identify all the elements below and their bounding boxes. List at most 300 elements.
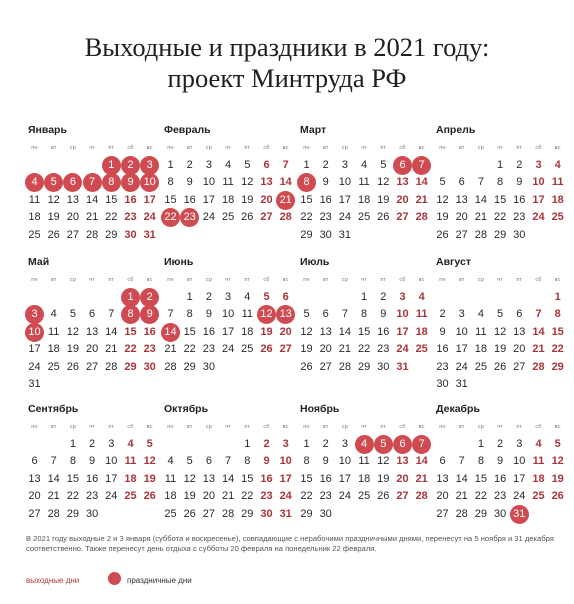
weekday-label: ср xyxy=(69,145,76,151)
month-name: Июль xyxy=(300,256,330,268)
day: 2 xyxy=(516,159,523,171)
day: 16 xyxy=(436,343,449,356)
weekend-day: 24 xyxy=(279,490,292,503)
weekend-day: 21 xyxy=(415,193,428,206)
day: 19 xyxy=(436,211,449,224)
day: 11 xyxy=(358,455,370,468)
day: 9 xyxy=(497,455,504,468)
holiday-day: 6 xyxy=(64,174,81,191)
day: 22 xyxy=(493,211,507,224)
day: 2 xyxy=(497,438,504,450)
weekday-label: ср xyxy=(341,145,348,151)
day: 22 xyxy=(474,490,488,503)
weekend-day: 23 xyxy=(260,490,273,503)
day: 8 xyxy=(167,176,174,189)
weekday-label: вс xyxy=(146,145,153,151)
day: 2 xyxy=(380,291,387,303)
weekday-label: пт xyxy=(244,277,251,283)
holiday-day: 6 xyxy=(394,436,411,453)
weekend-day: 3 xyxy=(282,438,289,450)
day: 6 xyxy=(458,176,465,189)
day: 8 xyxy=(361,308,368,321)
day: 1 xyxy=(361,291,368,303)
weekend-day: 4 xyxy=(127,438,134,450)
day: 2 xyxy=(205,291,212,303)
weekday-label: чт xyxy=(89,424,95,430)
day: 31 xyxy=(28,378,41,390)
day: 7 xyxy=(108,308,115,321)
day: 25 xyxy=(241,343,254,356)
weekend-day: 25 xyxy=(532,490,545,503)
weekday-label: пн xyxy=(167,145,174,151)
day: 19 xyxy=(241,193,254,206)
day: 25 xyxy=(47,360,60,373)
month-6 xyxy=(162,256,292,386)
weekday-label: ср xyxy=(477,145,484,151)
day: 19 xyxy=(47,211,60,224)
day: 19 xyxy=(377,472,390,485)
day: 27 xyxy=(455,228,468,241)
holiday-day: 8 xyxy=(298,174,315,191)
weekend-day: 31 xyxy=(396,360,409,373)
day: 11 xyxy=(28,193,41,206)
weekend-day: 5 xyxy=(146,438,153,450)
day: 17 xyxy=(513,472,526,485)
weekend-day: 25 xyxy=(124,490,137,503)
month-12 xyxy=(434,403,564,533)
month-3 xyxy=(298,124,428,254)
day: 10 xyxy=(513,455,526,468)
day: 16 xyxy=(319,193,332,206)
holiday-day: 3 xyxy=(141,157,158,174)
day: 22 xyxy=(183,343,196,356)
day: 29 xyxy=(474,507,488,520)
day: 14 xyxy=(85,193,99,206)
day: 13 xyxy=(28,472,41,485)
weekday-label: сб xyxy=(399,424,406,430)
day: 25 xyxy=(221,211,235,224)
day: 13 xyxy=(436,472,449,485)
day: 14 xyxy=(105,325,118,338)
day: 13 xyxy=(66,193,80,206)
day: 17 xyxy=(221,325,235,338)
weekend-day: 30 xyxy=(143,360,156,373)
weekend-day: 11 xyxy=(532,455,545,468)
day: 26 xyxy=(183,507,196,520)
day: 30 xyxy=(319,228,332,241)
month-name: Август xyxy=(436,256,471,268)
day: 3 xyxy=(108,438,115,450)
day: 4 xyxy=(477,308,484,321)
weekday-label: пт xyxy=(516,145,523,151)
day: 10 xyxy=(455,325,468,338)
day: 23 xyxy=(319,211,332,224)
day: 1 xyxy=(497,159,504,171)
day: 20 xyxy=(513,343,526,356)
day: 29 xyxy=(300,228,313,241)
day: 30 xyxy=(513,228,526,241)
weekend-day: 27 xyxy=(260,211,273,224)
day: 9 xyxy=(205,308,212,321)
day: 4 xyxy=(361,159,368,171)
day: 22 xyxy=(66,490,80,503)
day: 2 xyxy=(89,438,96,450)
weekend-day: 14 xyxy=(279,176,292,189)
weekend-day: 3 xyxy=(399,291,406,303)
weekday-label: чт xyxy=(225,424,231,430)
weekday-label: чт xyxy=(361,424,367,430)
weekday-label: вс xyxy=(418,145,425,151)
day: 17 xyxy=(202,193,216,206)
holiday-day: 7 xyxy=(84,174,101,191)
day: 16 xyxy=(513,193,526,206)
weekend-day: 26 xyxy=(551,490,564,503)
day: 12 xyxy=(47,193,60,206)
day: 13 xyxy=(85,325,99,338)
day: 24 xyxy=(513,490,526,503)
day: 6 xyxy=(205,455,212,468)
day: 8 xyxy=(303,455,310,468)
holiday-day: 13 xyxy=(277,306,294,323)
holiday-day: 1 xyxy=(103,157,120,174)
weekday-label: вс xyxy=(282,145,289,151)
month-name: Апрель xyxy=(436,124,476,136)
day: 1 xyxy=(303,438,310,450)
day: 12 xyxy=(436,193,449,206)
day: 12 xyxy=(377,176,390,189)
weekday-label: сб xyxy=(127,277,134,283)
day: 15 xyxy=(164,193,177,206)
weekend-day: 31 xyxy=(279,507,292,520)
weekend-day: 7 xyxy=(282,159,289,171)
day: 26 xyxy=(377,490,390,503)
day: 10 xyxy=(221,308,235,321)
day: 27 xyxy=(85,360,99,373)
day: 15 xyxy=(241,472,254,485)
weekend-day: 11 xyxy=(551,176,564,189)
day: 6 xyxy=(89,308,96,321)
day: 26 xyxy=(241,211,254,224)
day: 2 xyxy=(322,159,329,171)
month-name: Март xyxy=(300,124,327,136)
weekday-label: пн xyxy=(31,277,38,283)
weekend-day: 22 xyxy=(551,343,564,356)
day: 11 xyxy=(222,176,234,189)
legend-weekend: выходные дни xyxy=(26,576,80,585)
day: 3 xyxy=(341,438,348,450)
weekday-label: ср xyxy=(341,424,348,430)
day: 22 xyxy=(241,490,254,503)
weekend-day: 14 xyxy=(532,325,545,338)
day: 6 xyxy=(31,455,38,468)
weekday-label: вт xyxy=(458,145,465,151)
weekend-day: 29 xyxy=(124,360,137,373)
title-line-1: Выходные и праздники в 2021 году: xyxy=(84,32,490,62)
month-name: Май xyxy=(28,256,50,268)
weekend-day: 6 xyxy=(282,291,289,303)
weekday-label: пт xyxy=(108,424,115,430)
day: 9 xyxy=(322,176,329,189)
weekday-label: вт xyxy=(186,424,193,430)
footnote: В 2021 году выходные 2 и 3 января (суббота и воскресенье), совпадающие с нерабочими праздничными днями, перенесут на 5 ноября и 31 декабря соответственно. Также перенесут день отдыха с субботы 20 февраля на понедельник 22 февраля. xyxy=(26,534,554,553)
weekend-day: 18 xyxy=(532,472,545,485)
day: 5 xyxy=(439,176,446,189)
weekday-label: пт xyxy=(244,424,251,430)
day: 9 xyxy=(516,176,523,189)
weekday-label: чт xyxy=(225,277,231,283)
day: 11 xyxy=(164,472,177,485)
weekend-day: 18 xyxy=(124,472,137,485)
day: 26 xyxy=(493,360,507,373)
holiday-day: 31 xyxy=(511,506,528,523)
day: 17 xyxy=(28,343,41,356)
day: 18 xyxy=(164,490,177,503)
month-11 xyxy=(298,403,428,533)
weekday-label: сб xyxy=(535,145,542,151)
weekday-label: пн xyxy=(303,145,310,151)
day: 18 xyxy=(241,325,254,338)
weekend-day: 10 xyxy=(279,455,292,468)
weekend-day: 29 xyxy=(551,360,564,373)
weekday-label: пн xyxy=(167,424,174,430)
day: 16 xyxy=(85,472,99,485)
weekend-day: 25 xyxy=(415,343,428,356)
weekday-label: сб xyxy=(535,277,542,283)
holiday-day: 22 xyxy=(162,209,179,226)
weekend-day: 20 xyxy=(260,193,273,206)
weekend-day: 27 xyxy=(396,211,409,224)
day: 12 xyxy=(241,176,254,189)
day: 4 xyxy=(167,455,174,468)
day: 21 xyxy=(338,343,352,356)
day: 28 xyxy=(221,507,235,520)
weekday-label: пт xyxy=(108,277,115,283)
day: 18 xyxy=(28,211,41,224)
day: 5 xyxy=(303,308,310,321)
month-4 xyxy=(434,124,564,254)
weekend-day: 28 xyxy=(279,211,292,224)
day: 28 xyxy=(455,507,468,520)
weekend-day: 20 xyxy=(396,193,409,206)
day: 8 xyxy=(244,455,251,468)
day: 20 xyxy=(85,343,99,356)
day: 27 xyxy=(513,360,526,373)
day: 14 xyxy=(338,325,352,338)
day: 8 xyxy=(497,176,504,189)
weekend-day: 20 xyxy=(396,472,409,485)
day: 8 xyxy=(69,455,76,468)
day: 8 xyxy=(477,455,484,468)
weekday-label: пн xyxy=(439,424,446,430)
legend-holiday-dot-icon xyxy=(108,572,121,585)
day: 24 xyxy=(28,360,41,373)
weekday-label: вс xyxy=(554,277,561,283)
day: 19 xyxy=(493,343,507,356)
weekend-day: 5 xyxy=(263,291,270,303)
weekend-day: 6 xyxy=(263,159,270,171)
day: 23 xyxy=(202,343,216,356)
day: 28 xyxy=(338,360,352,373)
day: 7 xyxy=(477,176,484,189)
day: 14 xyxy=(221,472,235,485)
weekday-label: ср xyxy=(69,424,76,430)
day: 29 xyxy=(357,360,371,373)
day: 28 xyxy=(47,507,60,520)
day: 30 xyxy=(436,378,449,390)
day: 1 xyxy=(303,159,310,171)
holiday-day: 5 xyxy=(45,174,62,191)
day: 18 xyxy=(221,193,235,206)
day: 5 xyxy=(497,308,504,321)
weekday-label: чт xyxy=(225,145,231,151)
day: 20 xyxy=(28,490,41,503)
day: 19 xyxy=(183,490,196,503)
month-name: Июнь xyxy=(164,256,194,268)
day: 27 xyxy=(202,507,216,520)
day: 16 xyxy=(319,472,332,485)
holiday-day: 6 xyxy=(394,157,411,174)
month-name: Октябрь xyxy=(164,403,209,415)
day: 16 xyxy=(493,472,507,485)
weekend-day: 30 xyxy=(124,228,137,241)
weekend-day: 18 xyxy=(551,193,564,206)
day: 30 xyxy=(377,360,390,373)
holiday-day: 21 xyxy=(277,192,294,209)
weekend-day: 15 xyxy=(551,325,564,338)
day: 25 xyxy=(357,490,371,503)
weekend-day: 19 xyxy=(260,325,273,338)
day: 2 xyxy=(186,159,193,171)
day: 9 xyxy=(322,455,329,468)
holiday-day: 3 xyxy=(26,306,43,323)
weekday-label: ср xyxy=(205,424,212,430)
day: 28 xyxy=(164,360,177,373)
weekend-day: 5 xyxy=(554,438,561,450)
holiday-day: 1 xyxy=(122,289,139,306)
day: 27 xyxy=(28,507,41,520)
weekday-label: пн xyxy=(167,277,174,283)
day: 9 xyxy=(89,455,96,468)
weekday-label: вт xyxy=(186,277,193,283)
day: 3 xyxy=(225,291,232,303)
day: 9 xyxy=(439,325,446,338)
day: 7 xyxy=(50,455,57,468)
holiday-day: 2 xyxy=(141,289,158,306)
weekday-label: вс xyxy=(146,277,153,283)
day: 6 xyxy=(322,308,329,321)
weekday-label: чт xyxy=(361,277,367,283)
day: 23 xyxy=(513,211,526,224)
day: 23 xyxy=(85,490,99,503)
day: 18 xyxy=(357,472,371,485)
day: 15 xyxy=(300,193,313,206)
day: 16 xyxy=(377,325,390,338)
month-9 xyxy=(26,403,156,533)
day: 11 xyxy=(475,325,487,338)
day: 13 xyxy=(455,193,468,206)
weekday-label: вт xyxy=(50,145,57,151)
holiday-day: 8 xyxy=(122,306,139,323)
weekend-day: 24 xyxy=(532,211,545,224)
holiday-day: 2 xyxy=(122,157,139,174)
month-7 xyxy=(298,256,428,386)
weekday-label: вс xyxy=(146,424,153,430)
weekend-day: 30 xyxy=(260,507,273,520)
day: 21 xyxy=(85,211,99,224)
weekend-day: 24 xyxy=(143,211,156,224)
day: 29 xyxy=(300,507,313,520)
weekday-label: сб xyxy=(263,145,270,151)
day: 21 xyxy=(47,490,60,503)
weekday-label: вс xyxy=(282,277,289,283)
weekday-label: вт xyxy=(458,277,465,283)
day: 20 xyxy=(202,490,216,503)
month-name: Сентябрь xyxy=(28,403,79,415)
day: 7 xyxy=(341,308,348,321)
weekend-day: 13 xyxy=(260,176,273,189)
day: 11 xyxy=(47,325,60,338)
weekend-day: 25 xyxy=(551,211,564,224)
day: 17 xyxy=(338,472,352,485)
day: 22 xyxy=(300,211,313,224)
weekday-label: вт xyxy=(458,424,465,430)
day: 15 xyxy=(357,325,371,338)
day: 9 xyxy=(186,176,193,189)
weekend-day: 1 xyxy=(554,291,561,303)
weekend-day: 23 xyxy=(124,211,137,224)
month-name: Январь xyxy=(28,124,67,136)
weekend-day: 17 xyxy=(143,193,156,206)
day: 3 xyxy=(516,438,523,450)
day: 30 xyxy=(493,507,507,520)
day: 5 xyxy=(244,159,251,171)
day: 12 xyxy=(377,455,390,468)
day: 12 xyxy=(183,472,196,485)
day: 29 xyxy=(105,228,118,241)
day: 21 xyxy=(164,343,177,356)
weekday-label: сб xyxy=(263,424,270,430)
weekday-label: вт xyxy=(322,277,329,283)
weekday-label: пн xyxy=(303,424,310,430)
day: 22 xyxy=(300,490,313,503)
weekday-label: сб xyxy=(127,145,134,151)
weekend-day: 4 xyxy=(535,438,542,450)
day: 6 xyxy=(516,308,523,321)
weekend-day: 16 xyxy=(124,193,137,206)
day: 19 xyxy=(377,193,390,206)
day: 3 xyxy=(458,308,465,321)
day: 28 xyxy=(474,228,488,241)
day: 20 xyxy=(319,343,332,356)
weekend-day: 12 xyxy=(551,455,564,468)
day: 4 xyxy=(244,291,251,303)
weekday-label: ср xyxy=(477,277,484,283)
weekend-day: 21 xyxy=(532,343,545,356)
day: 21 xyxy=(105,343,118,356)
day: 30 xyxy=(202,360,216,373)
weekday-label: пт xyxy=(516,277,523,283)
weekday-label: сб xyxy=(535,424,542,430)
weekend-day: 19 xyxy=(143,472,156,485)
weekend-day: 28 xyxy=(532,360,545,373)
day: 24 xyxy=(455,360,468,373)
day: 1 xyxy=(477,438,484,450)
weekend-day: 3 xyxy=(535,159,542,171)
day: 13 xyxy=(319,325,332,338)
day: 14 xyxy=(455,472,468,485)
day: 21 xyxy=(221,490,235,503)
day: 16 xyxy=(183,193,196,206)
